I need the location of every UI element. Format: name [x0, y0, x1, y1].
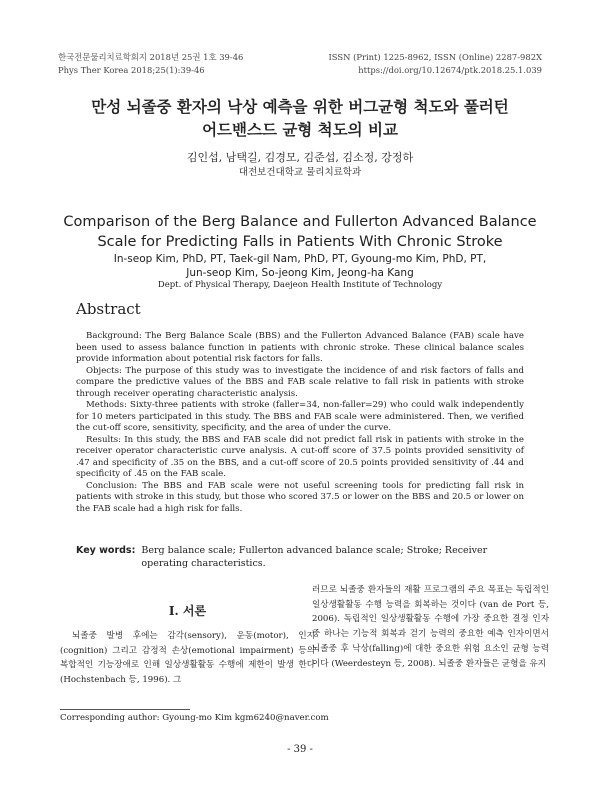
section-heading-introduction: Ⅰ. 서론 — [168, 604, 207, 618]
journal-citation-line-2: Phys Ther Korea 2018;25(1):39-46 — [58, 65, 205, 75]
abstract-results: Results: In this study, the BBS and FAB scale did not predict fall risk in patients with stroke in the receiver operator characteristic curve analysis. A cut-off score of 37.5 points provided sensitivity of .47 and specificity of .35 on the BBS, and a cut-off score of 20.5 points provided sensitivity of .44 and specificity of .45 on the FAB scale. — [76, 434, 524, 479]
intro-right-column: 러므로 뇌졸중 환자들의 재활 프로그램의 주요 목표는 독립적인 일상생활활동 수행 능력을 회복하는 것이다 (van de Port 등, 2006). 독립적인 일상생활활동 수행에 가장 중요한 결정 인자 중 하나는 기능적 회복과 걷기 능력의 중요한 예측 인자이면서 뇌졸중 후 낙상(falling)에 대한 중요한 위험 요소인 균형 능력이다 (Weerdesteyn 등, 2008). 뇌졸중 환자들은 균형을 유지 — [312, 585, 549, 669]
english-title-line-2: Scale for Predicting Falls in Patients With Chronic Stroke — [97, 234, 503, 250]
english-authors — [0, 252, 600, 280]
abstract-objects: Objects: The purpose of this study was to investigate the incidence of and risk factors of falls and compare the predictive values of the BBS and FAB scale relative to fall risk in patients with stroke through receiver operating characteristic analysis. — [76, 365, 524, 399]
journal-citation-korean — [58, 51, 243, 77]
korean-title-line-2: 어드밴스드 균형 척도의 비교 — [202, 120, 398, 139]
intro-left-column: 뇌졸중 발병 후에는 감각(sensory), 운동(motor), 인지(cognition) 그리고 감정적 손상(emotional impairment) 등의 복합적인 기능장애로 인해 일상생활활동 수행에 제한이 발생 한다(Hochstenbach 등, 1996). 그 — [60, 631, 315, 686]
korean-title-line-1: 만성 뇌졸중 환자의 낙상 예측을 위한 버그균형 척도와 풀러턴 — [91, 97, 509, 116]
corresponding-author-footnote: Corresponding author: Gyoung-mo Kim kgm6240@naver.com — [60, 713, 329, 723]
doi-link[interactable]: https://doi.org/10.12674/ptk.2018.25.1.039 — [358, 65, 542, 75]
journal-citation-line-1: 한국전문물리치료학회지 2018년 25권 1호 39-46 — [58, 52, 244, 62]
english-title — [0, 212, 600, 252]
english-authors-line-1: In-seop Kim, PhD, PT, Taek-gil Nam, PhD, PT, Gyoung-mo Kim, PhD, PT, — [113, 253, 487, 265]
abstract-background: Background: The Berg Balance Scale (BBS) and the Fullerton Advanced Balance (FAB) scale have been used to assess balance function in patients with chronic stroke. These clinical balance scales provide information about potential risk factors for falls. — [76, 331, 524, 364]
korean-affiliation: 대전보건대학교 물리치료학과 — [238, 167, 362, 178]
page-number: - 39 - — [287, 744, 313, 755]
abstract-body — [76, 331, 524, 515]
journal-issn-doi — [328, 51, 542, 77]
keywords-label: Key words: — [76, 545, 136, 556]
abstract-conclusion: Conclusion: The BBS and FAB scale were not useful screening tools for predicting fall risk in patients with stroke in this study, but those who scored 37.5 or lower on the BBS and 20.5 or lower on the FAB scale had a high risk for falls. — [76, 480, 524, 514]
footnote-divider — [60, 709, 190, 710]
abstract-heading: Abstract — [76, 300, 141, 318]
english-authors-line-2: Jun-seop Kim, So-jeong Kim, Jeong-ha Kang — [186, 267, 414, 279]
keywords-text: Berg balance scale; Fullerton advanced balance scale; Stroke; Receiver operating characteristics. — [141, 545, 488, 569]
english-title-line-1: Comparison of the Berg Balance and Fullerton Advanced Balance — [63, 214, 537, 230]
english-affiliation: Dept. of Physical Therapy, Daejeon Health Institute of Technology — [157, 280, 443, 290]
keywords — [76, 544, 524, 570]
abstract-methods: Methods: Sixty-three patients with stroke (faller=34, non-faller=29) who could walk independently for 10 meters participated in this study. The BBS and FAB scale were administered. Then, we verified the cut-off score, sensitivity, specificity, and the area of under the curve. — [76, 400, 524, 433]
korean-authors: 김인섭, 남택길, 김경모, 김준섭, 김소정, 강정하 — [186, 151, 414, 164]
korean-title — [0, 95, 600, 141]
issn-line: ISSN (Print) 1225-8962, ISSN (Online) 2287-982X — [328, 52, 542, 62]
